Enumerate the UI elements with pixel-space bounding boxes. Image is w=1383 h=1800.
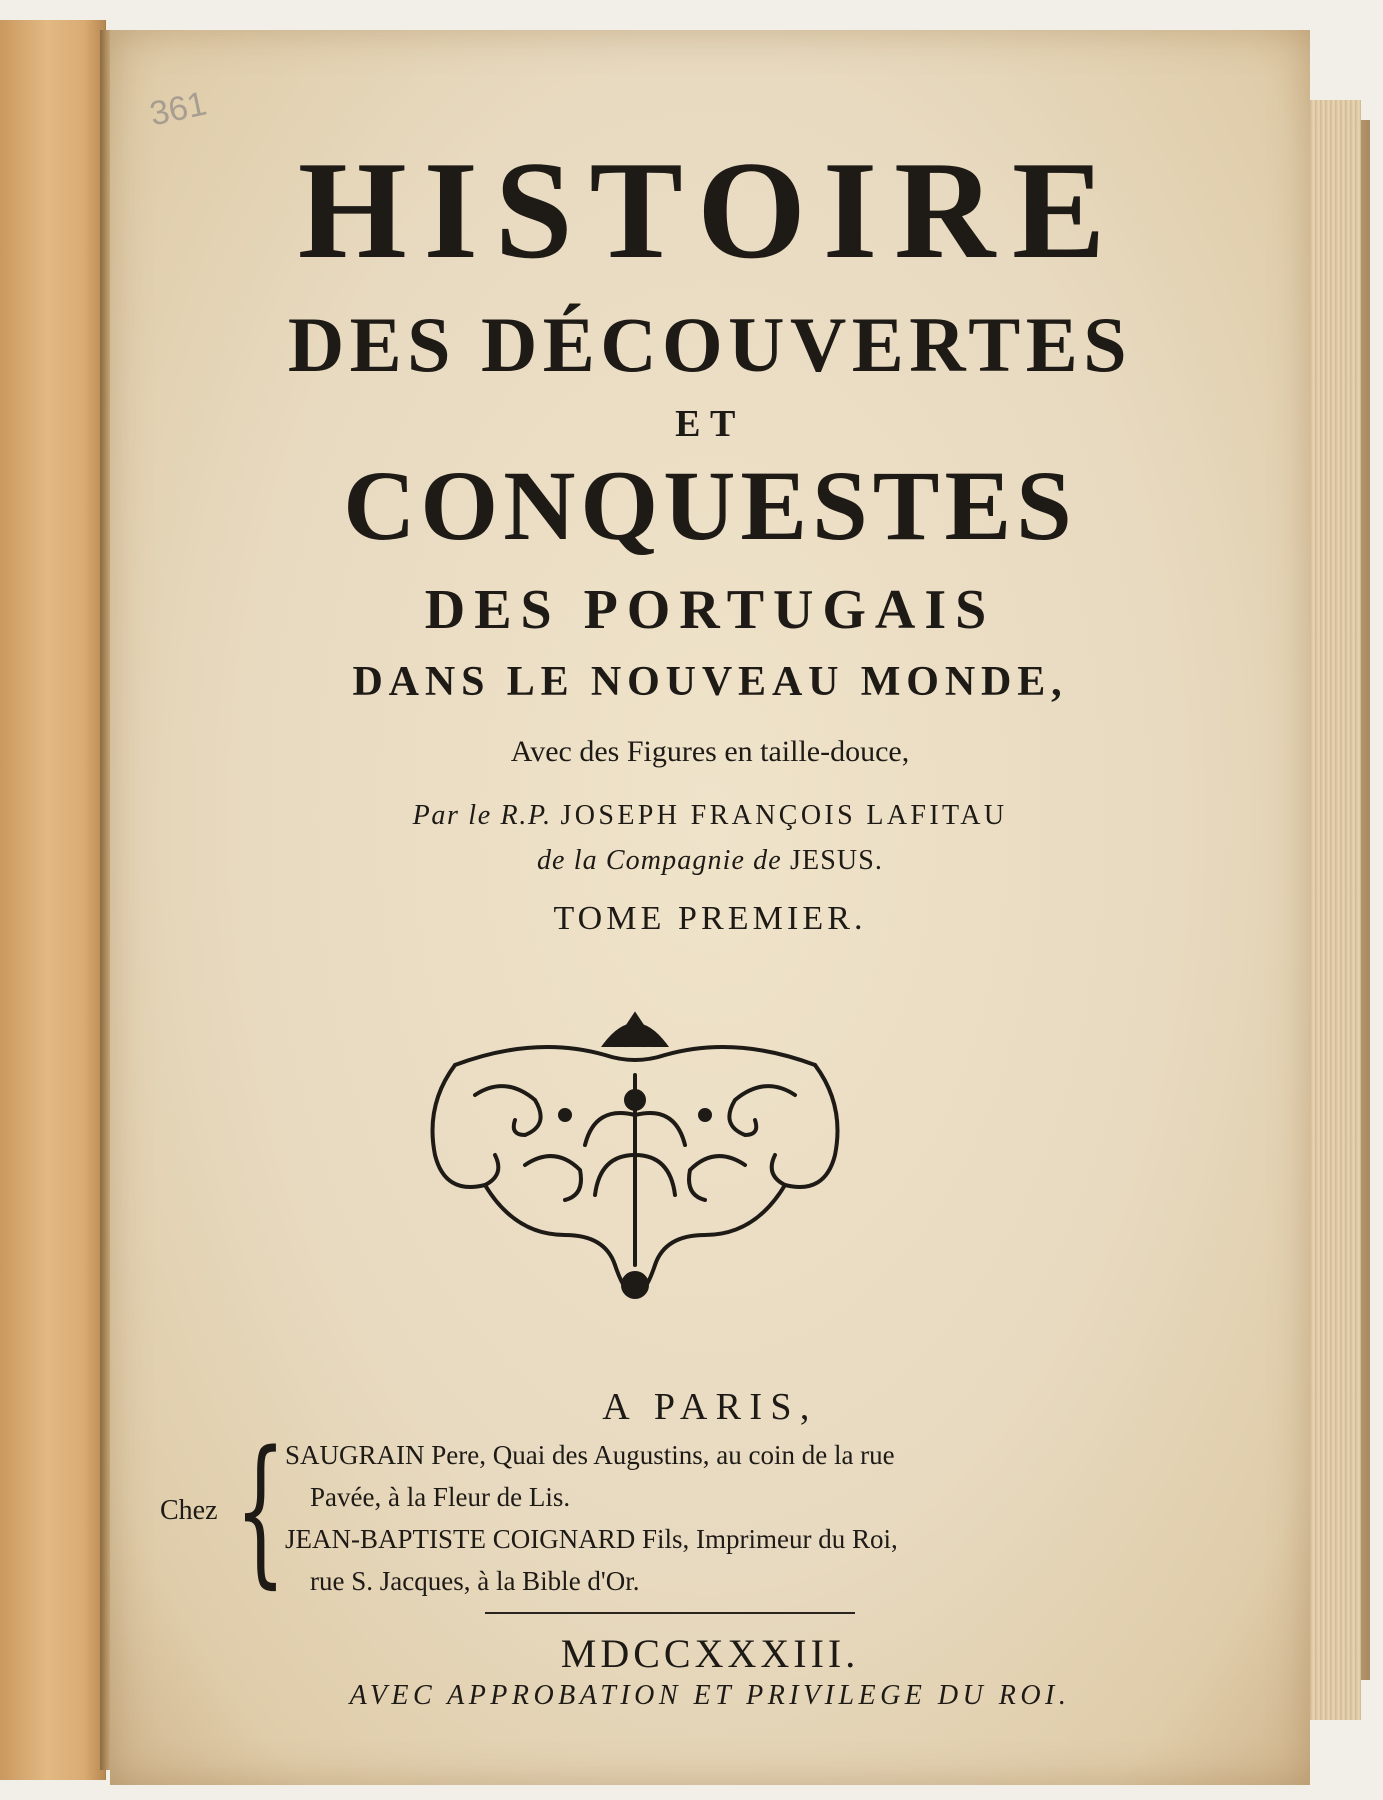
affiliation-prefix: de la Compagnie de [536,845,782,876]
title-line-4: CONQUESTES [343,450,1077,561]
imprint-rule [485,1612,855,1614]
affiliation-line [110,845,1310,877]
title-line-3: ET [675,403,745,445]
title-line-2: DES DÉCOUVERTES [287,301,1133,388]
title-line-1: HISTOIRE [297,133,1123,288]
publisher-2-line-1: JEAN-BAPTISTE COIGNARD Fils, Imprimeur du Roi, [285,1524,898,1554]
author-line [110,800,1310,832]
imprint-chez: Chez [160,1495,218,1526]
title-line-6: DANS LE NOUVEAU MONDE, [352,659,1068,705]
publisher-1-line-2: Pavée, à la Fleur de Lis. [310,1482,571,1512]
imprint-brace: { [235,1416,286,1603]
imprint-year: MDCCXXXIII. [560,1631,860,1676]
publisher-2-line-2: rue S. Jacques, à la Bible d'Or. [310,1566,640,1596]
affiliation-name: JESUS. [789,845,884,876]
previous-leaf [0,20,106,1780]
royal-privilege: AVEC APPROBATION ET PRIVILEGE DU ROI. [349,1680,1071,1711]
printers-ornament [415,1005,855,1325]
author-name: JOSEPH FRANÇOIS LAFITAU [560,800,1008,831]
pencil-annotation: 361 [146,84,210,134]
author-prefix: Par le R.P. [412,800,552,831]
subtitle: Avec des Figures en taille-douce, [510,735,910,768]
volume-label: TOME PREMIER. [553,900,867,937]
title-line-5: DES PORTUGAIS [424,579,996,641]
title-page [110,30,1310,1785]
publisher-1-line-1: SAUGRAIN Pere, Quai des Augustins, au coin de la rue [285,1440,895,1470]
imprint-place: A PARIS, [602,1386,818,1428]
